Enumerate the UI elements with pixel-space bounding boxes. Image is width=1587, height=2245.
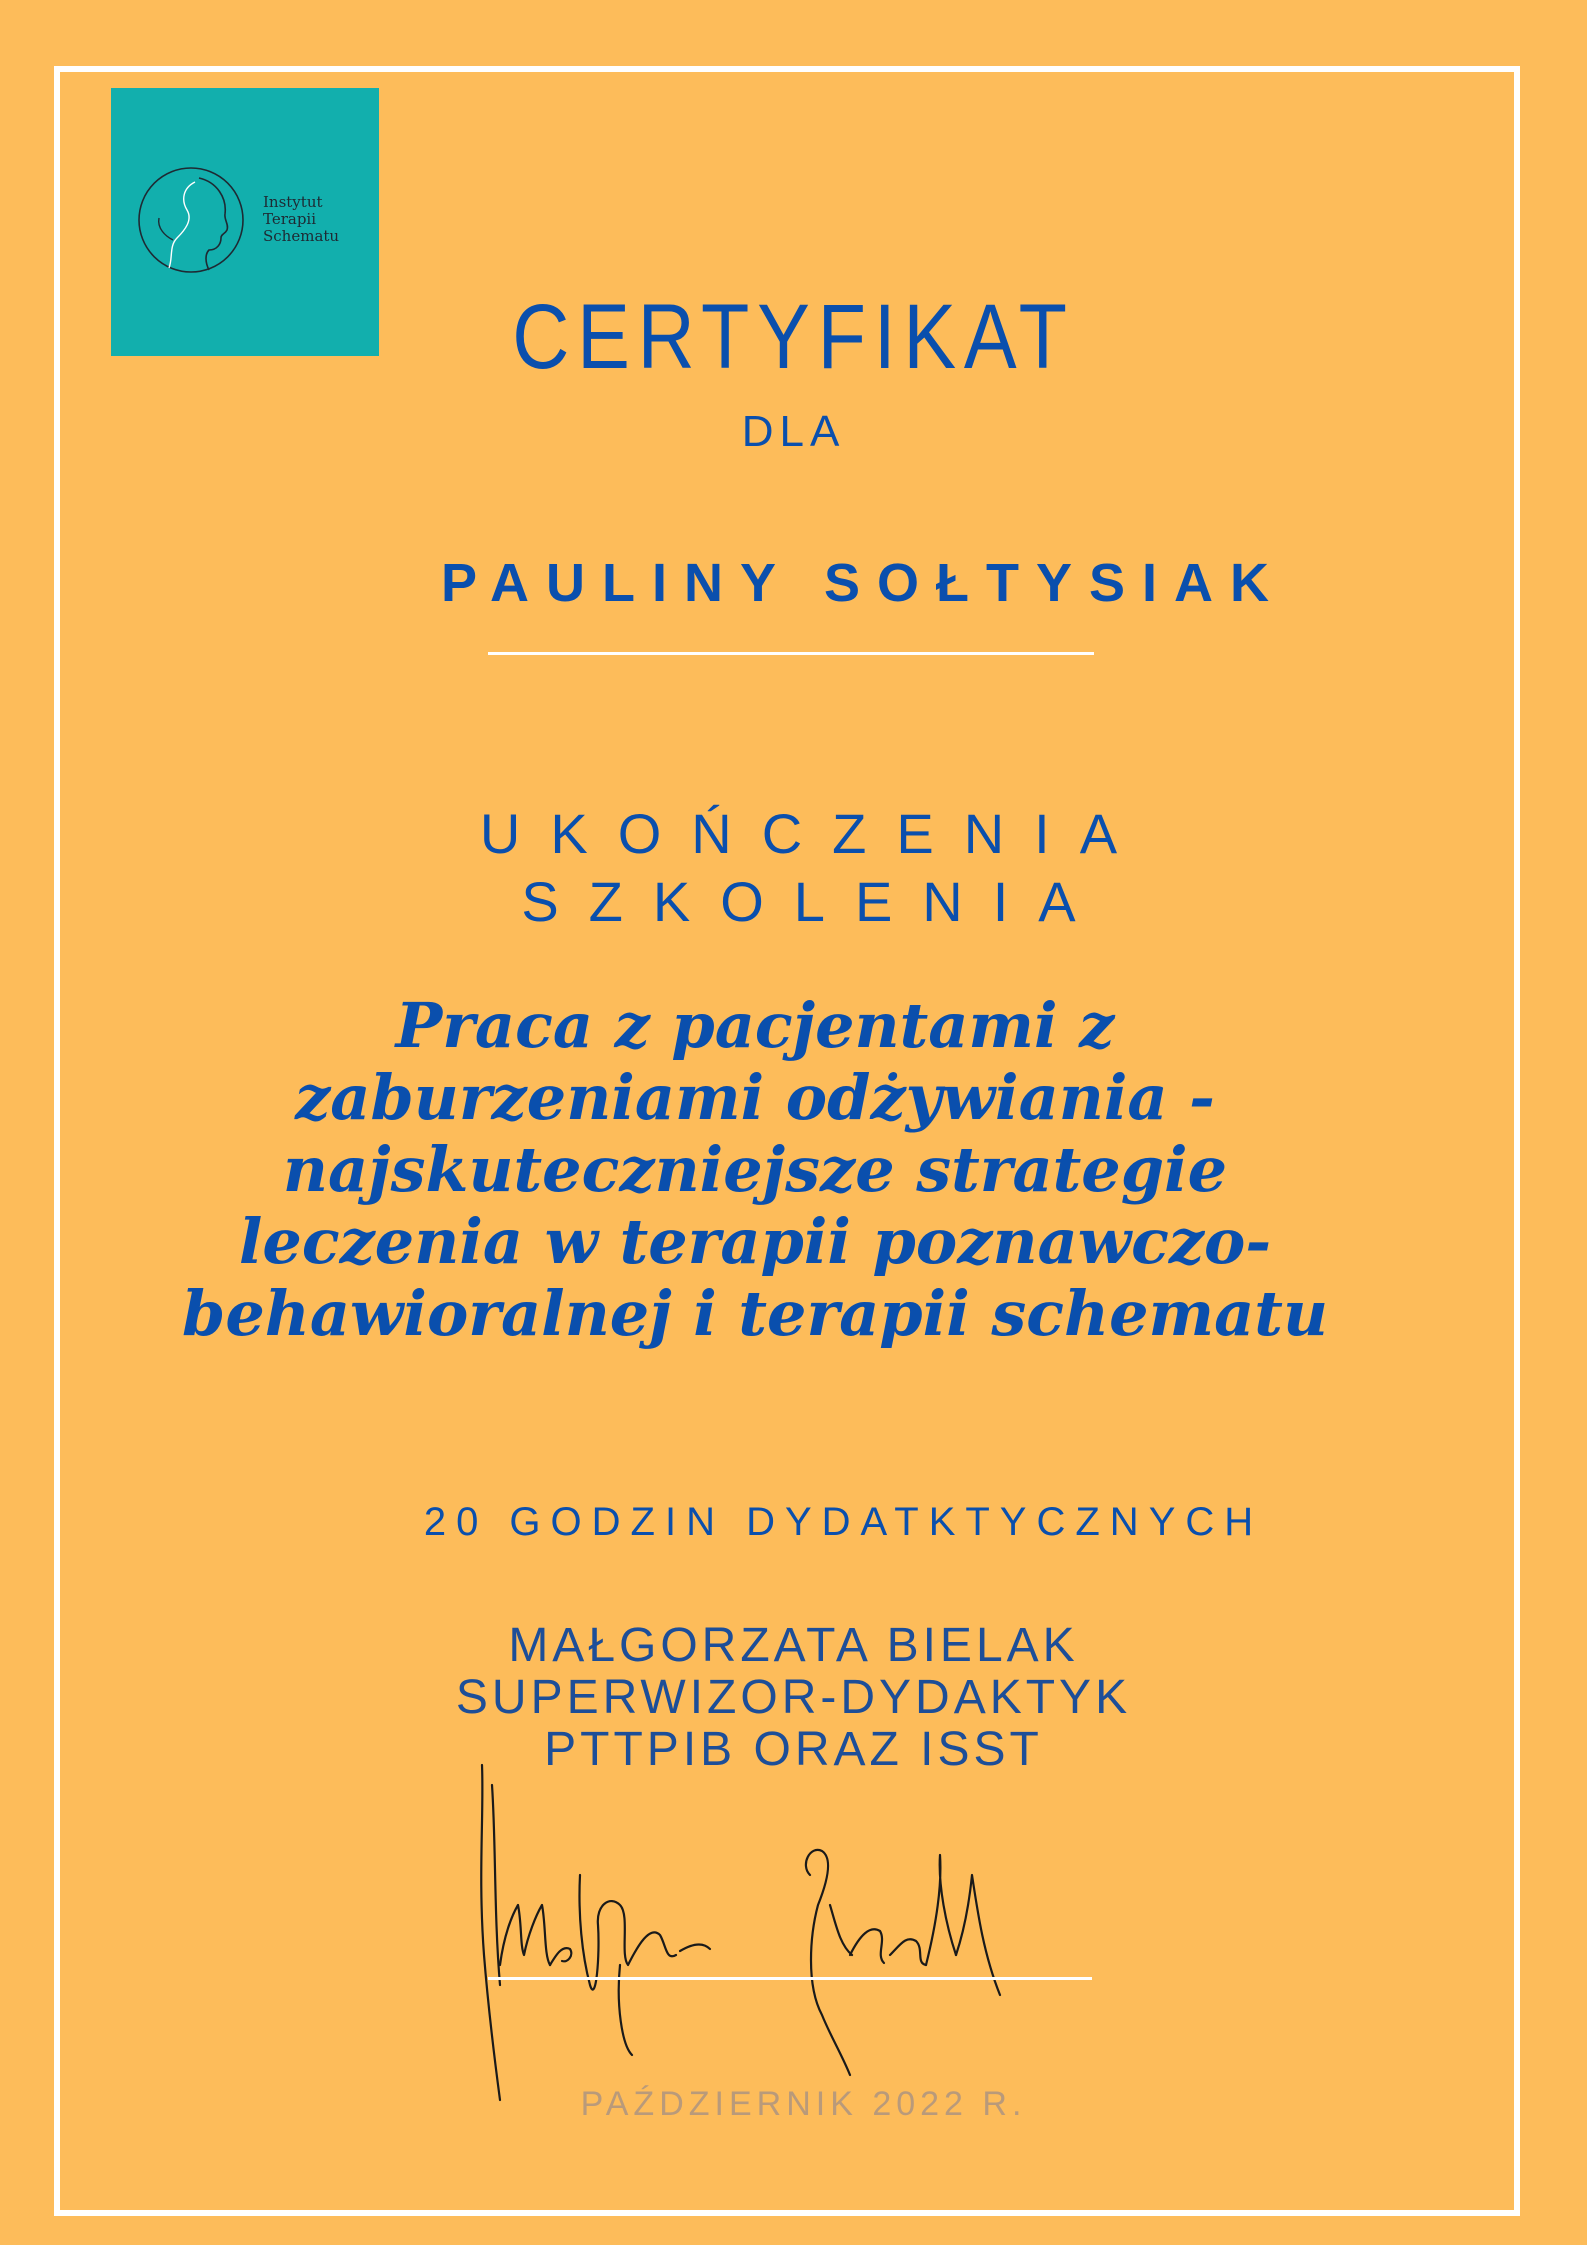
logo-text bbox=[263, 194, 339, 245]
signature-line bbox=[488, 1977, 1092, 1980]
training-hours: 20 GODZIN DYDATKTYCZNYCH bbox=[423, 1500, 1264, 1544]
logo-line-2: Terapii bbox=[263, 210, 317, 228]
for-label: DLA bbox=[741, 407, 846, 456]
recipient-name: PAULINY SOŁTYSIAK bbox=[440, 553, 1287, 613]
head-profile-icon bbox=[129, 158, 259, 288]
course-title: Praca z pacjentami z zaburzeniami odżywiania - najskuteczniejsze strategie leczenia w terapii poznawczo-behawioralnej i terapii schematu bbox=[181, 989, 1329, 1350]
logo-line-1: Instytut bbox=[263, 193, 323, 211]
completion-heading bbox=[20, 800, 1587, 936]
logo-line-3: Schematu bbox=[263, 227, 340, 245]
recipient-underline bbox=[488, 652, 1094, 655]
signer-role: SUPERWIZOR-DYDAKTYK bbox=[455, 1671, 1132, 1724]
signer-organization: PTTPIB ORAZ ISST bbox=[544, 1723, 1043, 1776]
signer-name: MAŁGORZATA BIELAK bbox=[508, 1619, 1079, 1672]
handwritten-signature bbox=[470, 1755, 1050, 2115]
certificate-title: CERTYFIKAT bbox=[512, 286, 1075, 388]
issue-date: PAŹDZIERNIK 2022 R. bbox=[580, 2085, 1027, 2123]
completion-line-2: SZKOLENIA bbox=[521, 870, 1106, 933]
signer-block bbox=[0, 1620, 1587, 1776]
completion-line-1: UKOŃCZENIA bbox=[479, 802, 1148, 865]
